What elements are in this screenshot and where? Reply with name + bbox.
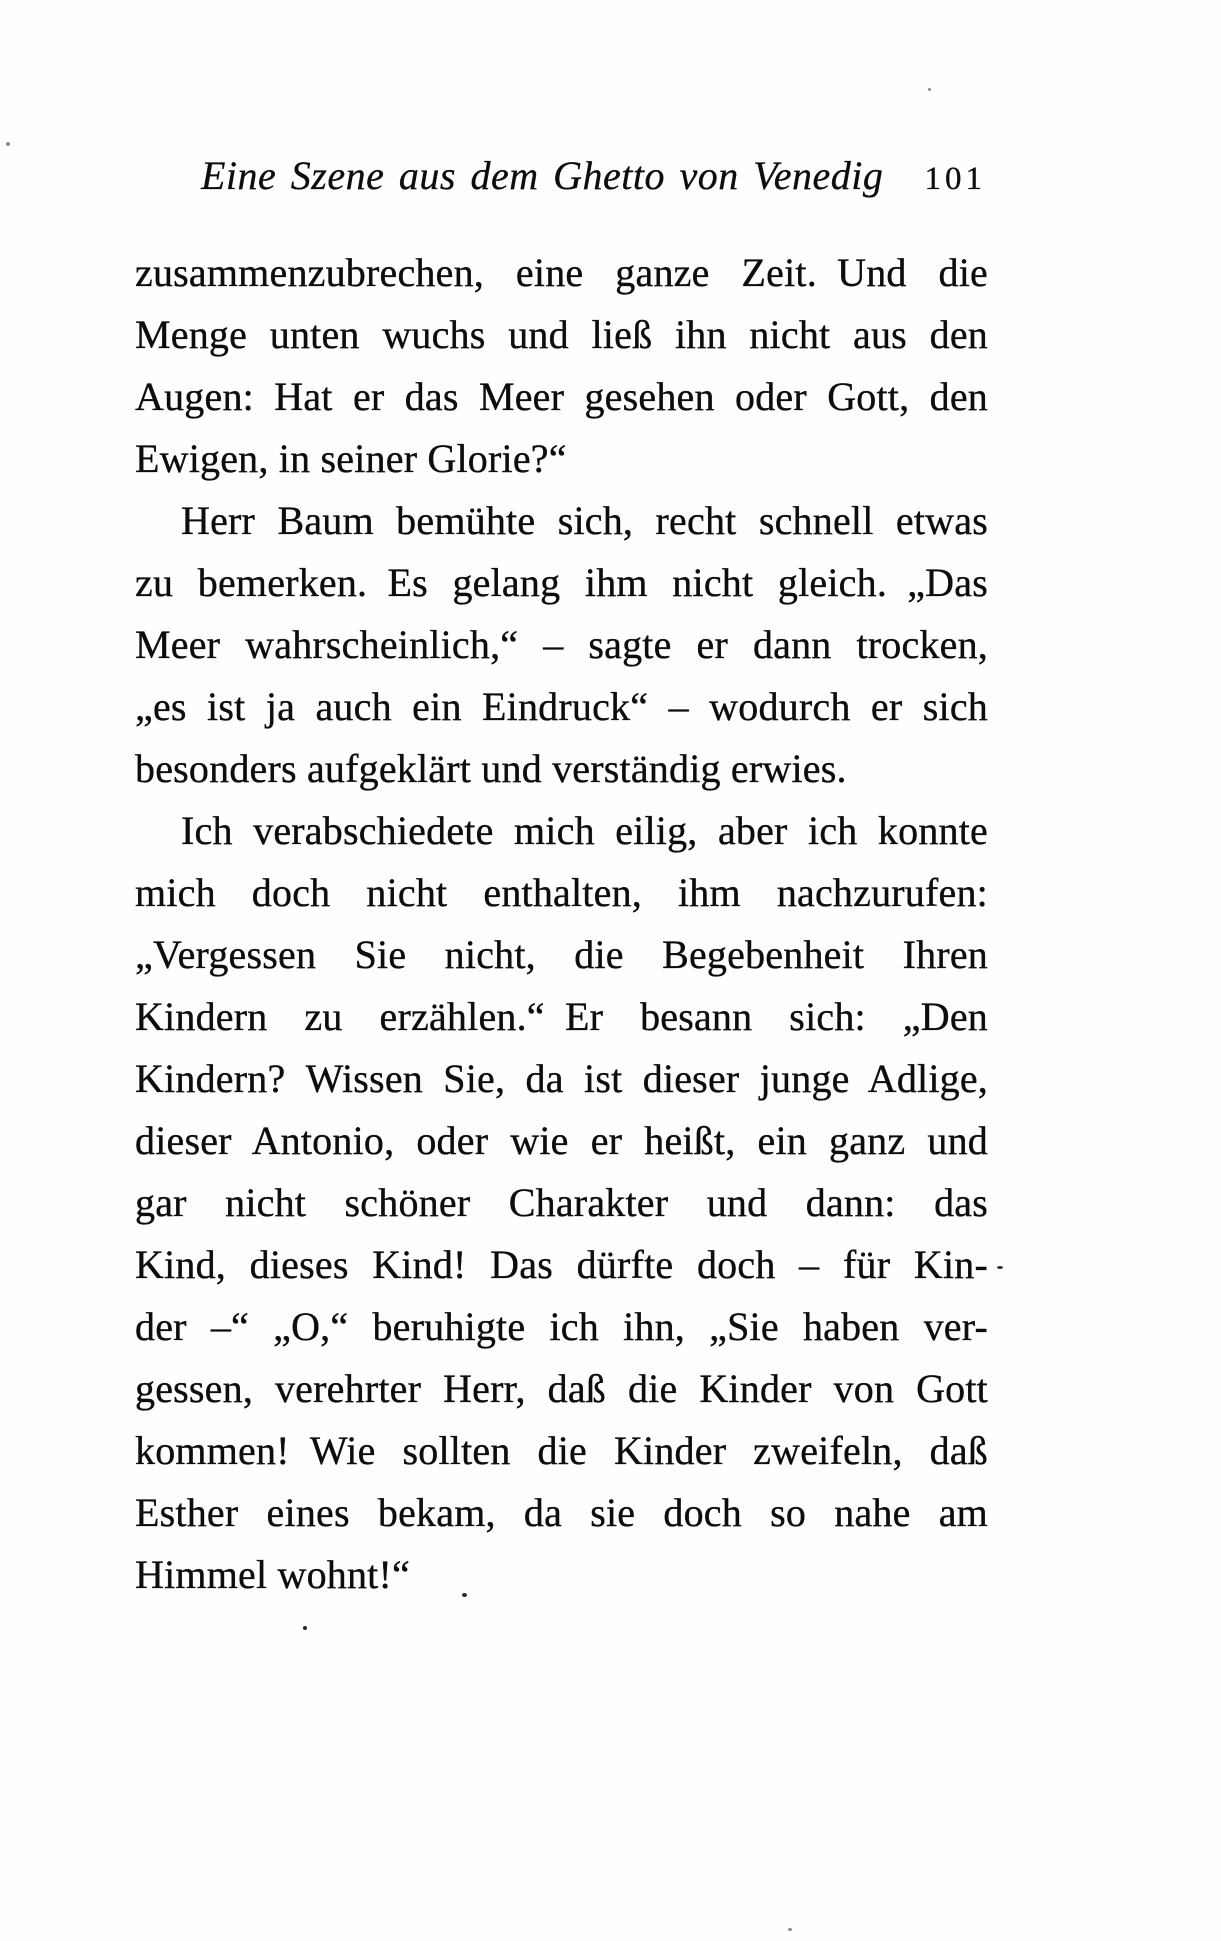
scan-speck	[928, 88, 931, 91]
text-line: dieser Antonio, oder wie er heißt, ein ganz und	[135, 1118, 988, 1163]
scan-speck	[788, 1928, 792, 1931]
text-line: „es ist ja auch ein Eindruck“ – wodurch er sich	[135, 684, 988, 729]
scan-speck	[462, 1593, 467, 1597]
text-line: Ich verabschiedete mich eilig, aber ich konnte	[181, 808, 988, 853]
text-line: Augen: Hat er das Meer gesehen oder Gott, den	[135, 374, 988, 419]
body-text	[135, 242, 988, 1606]
scan-speck	[6, 142, 10, 146]
text-line: „Vergessen Sie nicht, die Begebenheit Ihren	[135, 932, 988, 977]
text-line: Herr Baum bemühte sich, recht schnell etwas	[181, 498, 988, 543]
text-line: Ewigen, in seiner Glorie?“	[135, 436, 567, 481]
text-line: Menge unten wuchs und ließ ihn nicht aus den	[135, 312, 988, 357]
text-line: gessen, verehrter Herr, daß die Kinder von Gott	[135, 1366, 988, 1411]
text-line: der –“ „O,“ beruhigte ich ihn, „Sie haben ver-	[135, 1304, 988, 1349]
text-line: mich doch nicht enthalten, ihm nachzurufen:	[135, 870, 988, 915]
text-line: Esther eines bekam, da sie doch so nahe am	[135, 1490, 988, 1535]
scan-speck	[303, 1626, 307, 1630]
text-line: zu bemerken. Es gelang ihm nicht gleich. „Das	[135, 560, 988, 605]
text-line: Himmel wohnt!“	[135, 1552, 410, 1597]
scan-speck	[997, 1266, 1003, 1269]
text-line: Kindern? Wissen Sie, da ist dieser junge Adlige,	[135, 1056, 988, 1101]
chapter-title: Eine Szene aus dem Ghetto von Venedig	[201, 153, 884, 198]
text-line: Kind, dieses Kind! Das dürfte doch – für Kin-	[135, 1242, 988, 1287]
text-line: kommen! Wie sollten die Kinder zweifeln, daß	[135, 1428, 988, 1473]
page-number: 101	[924, 161, 986, 197]
text-line: Kindern zu erzählen.“ Er besann sich: „Den	[135, 994, 988, 1039]
text-line: besonders aufgeklärt und verständig erwies.	[135, 746, 847, 791]
text-line: zusammenzubrechen, eine ganze Zeit. Und die	[135, 250, 988, 295]
text-line: gar nicht schöner Charakter und dann: das	[135, 1180, 988, 1225]
text-line: Meer wahrscheinlich,“ – sagte er dann trocken,	[135, 622, 988, 667]
running-header	[135, 152, 988, 199]
